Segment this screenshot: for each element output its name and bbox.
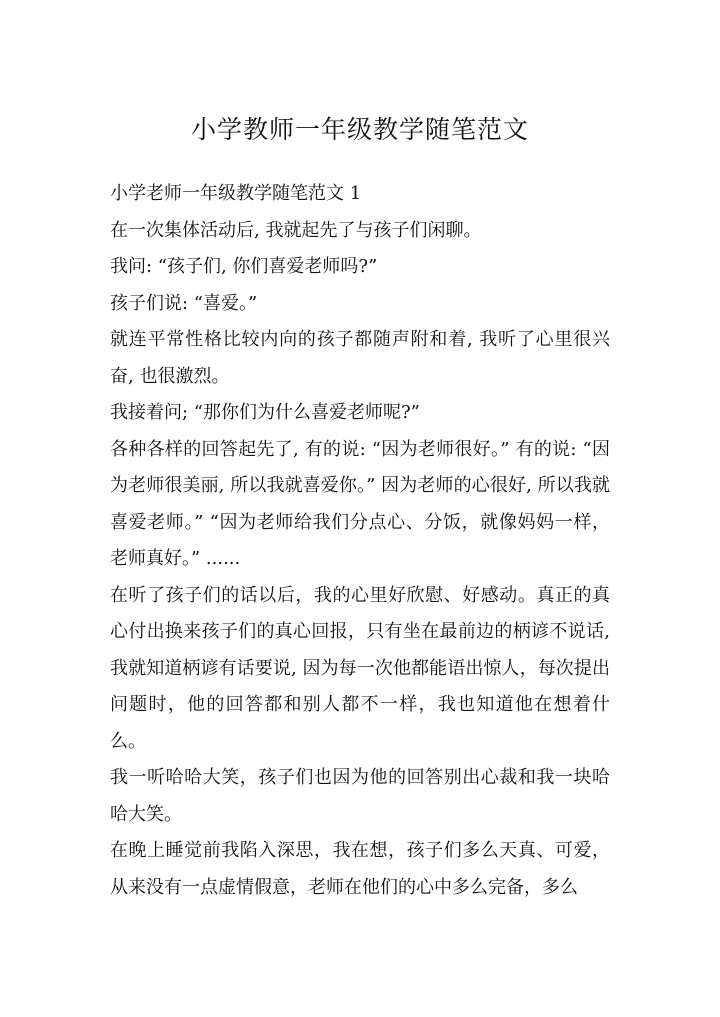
paragraph: 在晚上睡觉前我陷入深思，我在想，孩子们多么天真、可爱，从来没有一点虚情假意，老师在他们的心中多么完备，多么 (110, 840, 610, 898)
paragraph: 我一听哈哈大笑，孩子们也因为他的回答别出心裁和我一块哈哈大笑。 (110, 767, 610, 825)
paragraph: 我接着问; “那你们为什么喜爱老师呢?” (110, 402, 420, 423)
document-title: 小学教师一年级教学随笔范文 (190, 115, 529, 144)
paragraph: 各种各样的回答起先了, 有的说: “因为老师很好。” 有的说: “因为老师很美丽, 所以我就喜爱你。” 因为老师的心很好, 所以我就喜爱老师。” “因为老师给我们分点心、分饭，就像妈妈一样，老师真好。” ...... (110, 438, 610, 569)
paragraph: 就连平常性格比较内向的孩子都随声附和着, 我听了心里很兴奋, 也很激烈。 (110, 329, 610, 387)
document-body (110, 176, 610, 906)
paragraph: 在听了孩子们的话以后，我的心里好欣慰、好感动。真正的真心付出换来孩子们的真心回报，只有坐在最前边的柄谚不说话, 我就知道柄谚有话要说, 因为每一次他都能语出惊人，每次提出问题时，他的回答都和别人都不一样，我也知道他在想着什么。 (110, 584, 610, 752)
paragraph: 孩子们说: “喜爱。” (110, 292, 258, 314)
section-heading: 小学老师一年级教学随笔范文 1 (110, 183, 362, 204)
paragraph: 在一次集体活动后, 我就起先了与孩子们闲聊。 (110, 219, 482, 241)
paragraph: 我问: “孩子们, 你们喜爱老师吗?” (110, 256, 378, 277)
